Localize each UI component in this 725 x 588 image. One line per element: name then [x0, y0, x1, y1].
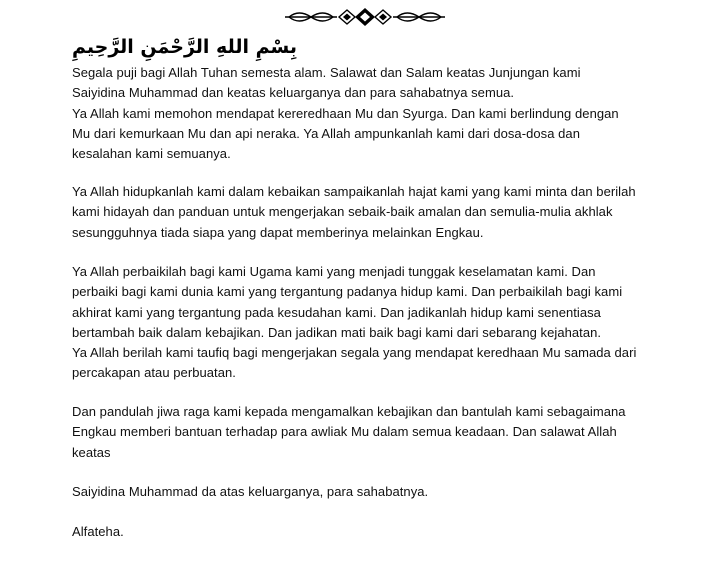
paragraph-3	[72, 262, 712, 384]
bismillah-heading	[72, 36, 297, 58]
paragraph-line: sesungguhnya tiada siapa yang dapat memberinya melainkan Engkau.	[72, 224, 484, 240]
paragraph-line: Ya Allah berilah kami taufiq bagi mengerjakan segala yang mendapat keredhaan Mu samada dari	[72, 345, 637, 361]
paragraph-line: Ya Allah perbaikilah bagi kami Ugama kami yang menjadi tunggak keselamatan kami. Dan	[72, 264, 596, 279]
paragraph-line: Engkau memberi bantuan terhadap para awliak Mu dalam semua keadaan. Dan salawat Allah	[72, 424, 617, 440]
decorative-divider-icon	[285, 5, 445, 29]
paragraph-6	[72, 522, 712, 542]
paragraph-line: Dan pandulah jiwa raga kami kepada mengamalkan kebajikan dan bantulah kami sebagaimana	[72, 404, 626, 419]
paragraph-line: kesalahan kami semuanya.	[72, 146, 231, 162]
paragraph-line: percakapan atau perbuatan.	[72, 365, 236, 381]
paragraph-line: Segala puji bagi Allah Tuhan semesta alam. Salawat dan Salam keatas Junjungan kami	[72, 65, 581, 80]
paragraph-line: keatas	[72, 444, 111, 460]
paragraph-line: akhirat kami yang tergantung pada kesudahan kami. Dan jadikanlah hidup kami senentiasa	[72, 304, 601, 320]
paragraph-4	[72, 402, 712, 463]
paragraph-line: bertambah baik dalam kebajikan. Dan jadikan mati baik bagi kami dari sebarang kejahatan.	[72, 324, 602, 340]
paragraph-line: Ya Allah hidupkanlah kami dalam kebaikan sampaikanlah hajat kami yang kami minta dan berilah	[72, 184, 636, 199]
paragraph-line: perbaiki bagi kami dunia kami yang tergantung padanya hidup kami. Dan perbaikilah bagi kami	[72, 284, 623, 300]
paragraph-line: Saiyidina Muhammad dan keatas keluarganya dan para sahabatnya semua.	[72, 85, 515, 101]
paragraph-line: Mu dari kemurkaan Mu dan api neraka. Ya Allah ampunkanlah kami dari dosa-dosa dan	[72, 125, 580, 141]
paragraph-5	[72, 482, 712, 502]
bismillah-text: بِسْمِ اللهِ الرَّحْمَنِ الرَّحِيمِ	[72, 36, 297, 58]
paragraph-line: Alfateha.	[72, 524, 124, 539]
paragraph-2	[72, 182, 712, 243]
paragraph-line: Ya Allah kami memohon mendapat kereredhaan Mu dan Syurga. Dan kami berlindung dengan	[72, 105, 619, 121]
paragraph-1	[72, 63, 712, 164]
paragraph-line: kami hidayah dan panduan untuk mengerjakan sebaik-baik amalan dan semulia-mulia akhlak	[72, 204, 613, 220]
paragraph-line: Saiyidina Muhammad da atas keluarganya, para sahabatnya.	[72, 484, 429, 499]
